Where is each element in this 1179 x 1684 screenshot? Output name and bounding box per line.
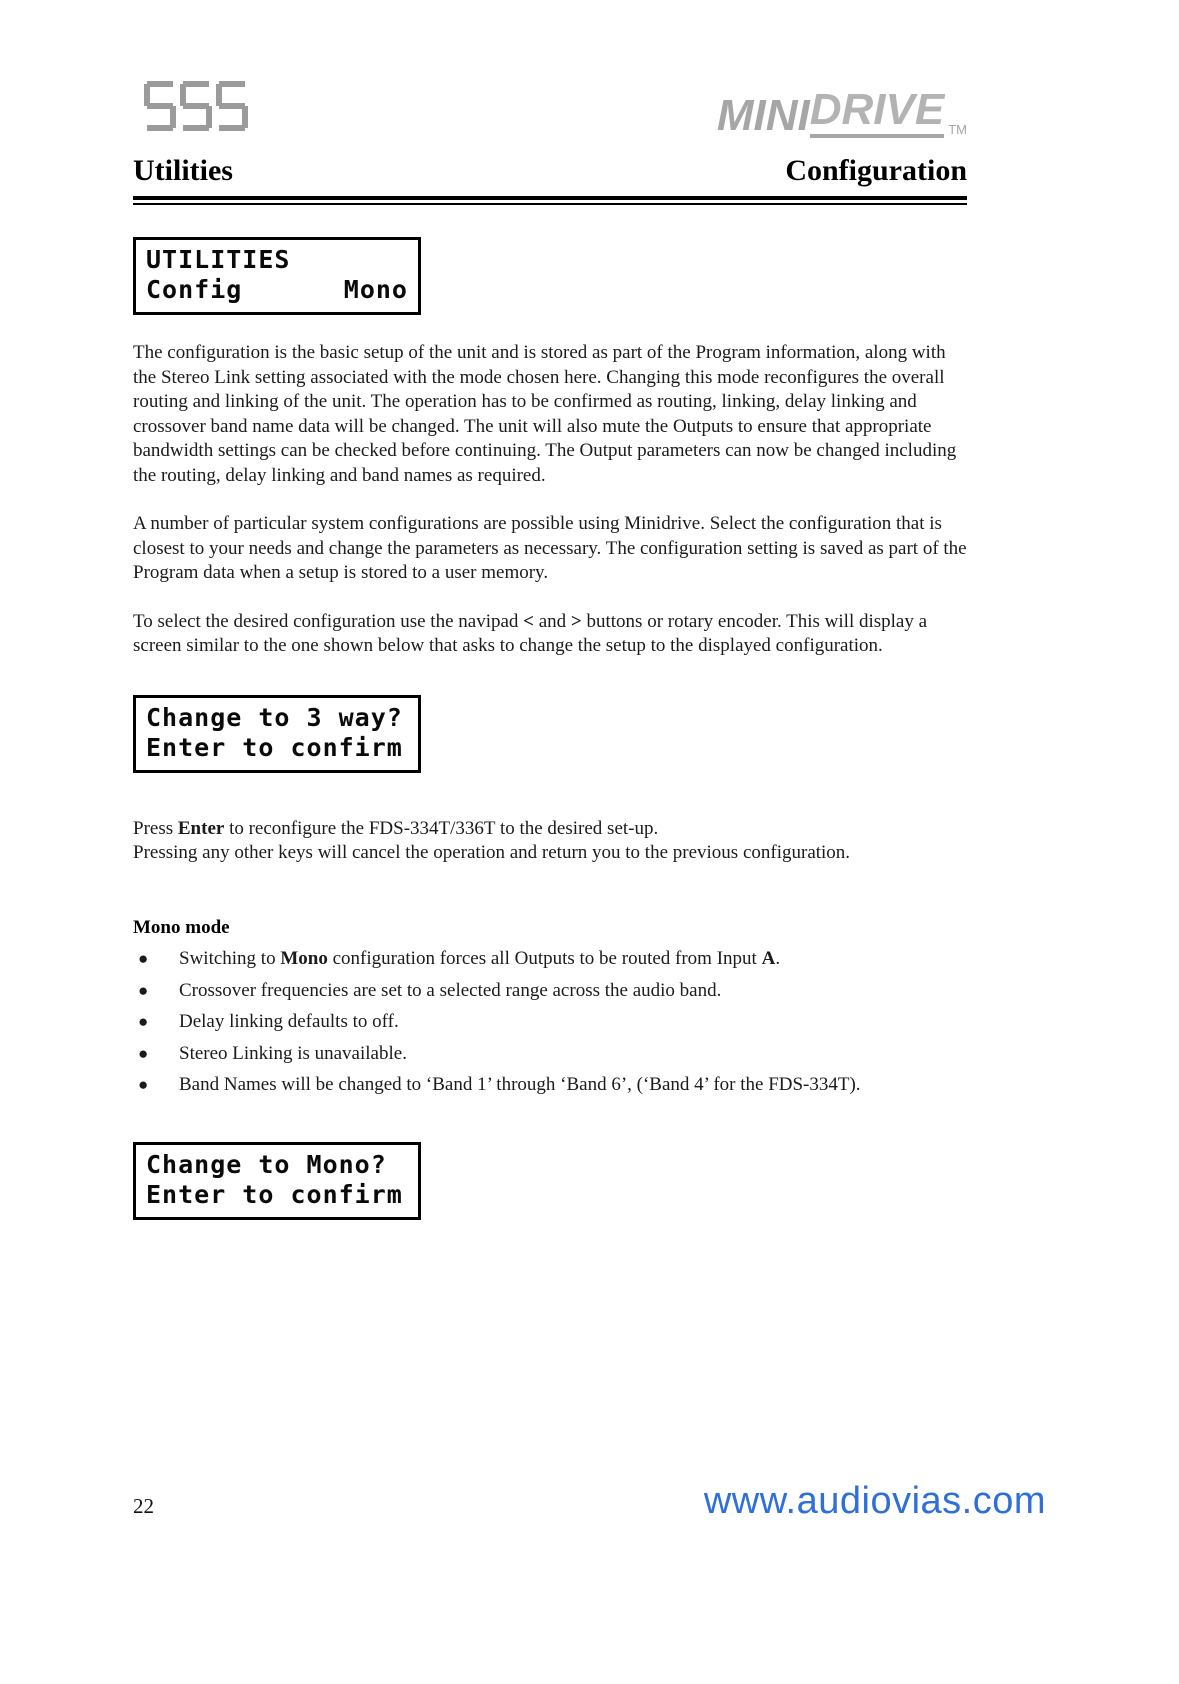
title-divider <box>133 196 967 205</box>
bullet-text: Stereo Linking is unavailable. <box>179 1042 407 1064</box>
section-title-left: Utilities <box>133 154 233 187</box>
lcd-display-utilities <box>133 237 421 315</box>
mono-label: Mono <box>280 948 328 969</box>
lcd-line-1: UTILITIES <box>146 245 291 274</box>
page-header <box>133 0 967 142</box>
text-segment: . <box>775 948 781 969</box>
minidrive-logo-mini: MINI <box>716 91 810 140</box>
list-item <box>133 1073 967 1098</box>
text-segment: Press <box>133 817 178 839</box>
mono-mode-heading: Mono mode <box>133 916 230 938</box>
lcd-display-change-3way <box>133 695 421 773</box>
lcd-line-1: Change to Mono? <box>146 1149 387 1179</box>
paragraph-configuration-intro: The configuration is the basic setup of the unit and is stored as part of the Program information, along with the Stereo Link setting associated with the mode chosen here. Changing this mode reconfigures the overall routing and linking of the unit. The operation has to be confirmed as routing, linking, delay linking and crossover band name data will be changed. The unit will also mute the Outputs to ensure that appropriate bandwidth settings can be checked before continuing. The Output parameters can now be changed including the routing, delay linking and band names as required. <box>133 342 957 486</box>
bullet-text: Delay linking defaults to off. <box>179 1011 399 1032</box>
list-item <box>133 979 967 1004</box>
text-segment: Switching to <box>179 948 281 969</box>
page-footer <box>133 1480 1046 1523</box>
list-item <box>133 1010 967 1035</box>
text-segment: to reconfigure the FDS-334T/336T to the desired set-up. <box>224 817 659 839</box>
lcd-line-1: Change to 3 way? <box>146 702 403 732</box>
page-number: 22 <box>133 1494 154 1518</box>
lcd-line-2 <box>146 275 408 305</box>
section-title-right: Configuration <box>785 154 967 187</box>
watermark-url: www.audiovias.com <box>703 1480 1046 1522</box>
mono-mode-bullet-list <box>133 947 967 1098</box>
text-segment: To select the desired configuration use the navipad <box>133 610 524 632</box>
bullet-icon: ● <box>138 1043 149 1063</box>
input-a-label: A <box>761 948 776 969</box>
lcd-config-label: Config <box>146 275 243 304</box>
minidrive-logo <box>716 85 967 140</box>
bullet-icon: ● <box>138 980 149 1000</box>
bss-logo <box>133 76 248 139</box>
divider-thick-line <box>133 196 967 200</box>
divider-thin-line <box>133 203 967 205</box>
navipad-right-symbol: > <box>570 610 582 632</box>
bss-logo-graphic <box>133 76 248 134</box>
paragraph-system-configurations: A number of particular system configurations are possible using Minidrive. Select the configuration that is closest to your needs and change the parameters as necessary. The configuration setting is saved as part of the Program data when a setup is stored to a user memory. <box>133 513 967 583</box>
text-segment: configuration forces all Outputs to be routed from Input <box>327 948 762 969</box>
bullet-icon: ● <box>138 1075 149 1094</box>
paragraph-cancel-note: Pressing any other keys will cancel the operation and return you to the previous configuration. <box>133 842 851 863</box>
bullet-text: Band Names will be changed to ‘Band 1’ through ‘Band 6’, (‘Band 4’ for the FDS-334T). <box>179 1074 861 1095</box>
text-segment: and <box>533 610 571 632</box>
list-item <box>133 1042 967 1067</box>
lcd-line-2: Enter to confirm <box>146 732 403 762</box>
text-segment: buttons or rotary encoder. This will display a screen similar to the one shown below that asks to change the setup to the displayed configuration. <box>133 610 928 656</box>
lcd-line-2: Enter to confirm <box>146 1179 403 1209</box>
paragraph-select-configuration <box>133 610 967 659</box>
minidrive-logo-drive: DRIVE <box>810 88 944 138</box>
section-title-row <box>133 154 967 187</box>
bullet-text: Crossover frequencies are set to a selected range across the audio band. <box>179 979 722 1001</box>
lcd-display-change-mono <box>133 1142 421 1220</box>
bullet-icon: ● <box>138 1012 149 1031</box>
bullet-text <box>179 947 967 972</box>
enter-key-label: Enter <box>177 817 225 839</box>
navipad-left-symbol: < <box>523 610 534 632</box>
trademark-label: TM <box>948 122 967 137</box>
paragraph-press-enter <box>133 817 967 842</box>
bullet-icon: ● <box>138 949 149 968</box>
lcd-mode-value: Mono <box>343 275 408 304</box>
list-item <box>133 947 967 972</box>
page-content <box>133 0 967 1220</box>
